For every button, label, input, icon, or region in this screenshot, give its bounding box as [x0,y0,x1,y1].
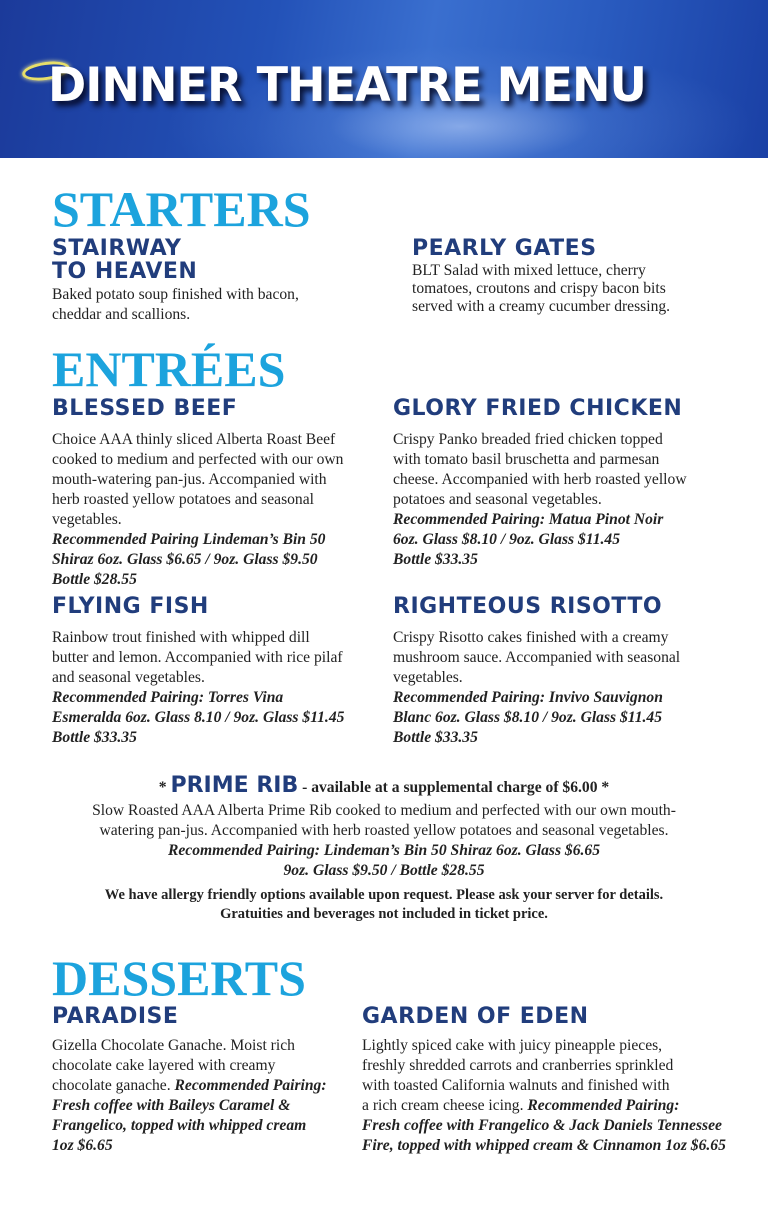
description-line: vegetables. [393,669,463,686]
description-line [362,1096,726,1116]
item-description [52,1036,327,1156]
pairing-line: Recommended Pairing: Matua Pinot Noir [393,511,664,528]
item-title-line: PARADISE [52,1004,179,1029]
description-line: Crispy Risotto cakes finished with a creamy [393,629,669,646]
pairing-line: Shiraz 6oz. Glass $6.65 / 9oz. Glass $9.50 [52,551,318,568]
section-heading-entrees: ENTRÉES [52,341,286,397]
asterisk: * [158,779,171,796]
pairing-label: Recommended Pairing: [527,1097,680,1114]
description-line: Crispy Panko breaded fried chicken topped [393,431,663,448]
description-line: chocolate cake layered with creamy [52,1057,276,1074]
description-line: Lightly spiced cake with juicy pineapple pieces, [362,1037,663,1054]
pairing-line: Recommended Pairing: Lindeman’s Bin 50 Shiraz 6oz. Glass $6.65 [167,842,601,859]
item-title [393,397,687,420]
description-line: potatoes and seasonal vegetables. [393,491,602,508]
menu-item [393,397,687,570]
item-title [52,237,299,283]
pairing-line: Bottle $33.35 [52,729,137,746]
pairing-line: 6oz. Glass $8.10 / 9oz. Glass $11.45 [393,531,621,548]
description-line: cheddar and scallions. [52,306,191,323]
item-description [52,430,343,590]
notice-line: Gratuities and beverages not included in ticket price. [220,906,548,922]
item-title [412,237,670,260]
description-line: and seasonal vegetables. [52,669,205,686]
item-title [52,595,344,618]
description-line: Slow Roasted AAA Alberta Prime Rib cooked to medium and perfected with our own mouth- [92,802,676,819]
pairing-line: Fresh coffee with Frangelico & Jack Daniels Tennessee [362,1117,722,1134]
description-line: butter and lemon. Accompanied with rice pilaf [52,649,343,666]
header-banner [0,0,768,158]
section-heading-desserts: DESSERTS [52,950,306,1006]
pairing-line: 9oz. Glass $9.50 / Bottle $28.55 [283,862,485,879]
menu-item [52,397,343,590]
item-title-line: TO HEAVEN [52,259,198,284]
item-title [362,1005,726,1028]
item-description [52,628,344,748]
description-line: with toasted California walnuts and finished with [362,1077,670,1094]
prime-rib-charge: - available at a supplemental charge of $6.00 * [298,779,610,796]
item-title-line: FLYING FISH [52,594,209,619]
description-line: Gizella Chocolate Ganache. Moist rich [52,1037,295,1054]
description-line: freshly shredded carrots and cranberries sprinkled [362,1057,674,1074]
description-line: watering pan-jus. Accompanied with herb roasted yellow potatoes and seasonal vegetables. [99,822,669,839]
pairing-line: Fire, topped with whipped cream & Cinnamon 1oz $6.65 [362,1137,726,1154]
description-line: tomatoes, croutons and crispy bacon bits [412,280,666,297]
menu-item [362,1005,726,1156]
item-description [362,1036,726,1156]
item-title-line: BLESSED BEEF [52,396,238,421]
pairing-line: Fresh coffee with Baileys Caramel & [52,1097,291,1114]
description-line: cooked to medium and perfected with our own [52,451,344,468]
item-title-line: PEARLY GATES [412,236,597,261]
pairing-label: Recommended Pairing: [174,1077,327,1094]
pairing-line: Frangelico, topped with whipped cream [52,1117,307,1134]
prime-rib-block [0,773,768,881]
prime-rib-title: PRIME RIB [170,773,299,798]
allergy-notice [0,886,768,924]
description-line: Rainbow trout finished with whipped dill [52,629,310,646]
pairing-line: Blanc 6oz. Glass $8.10 / 9oz. Glass $11.45 [393,709,663,726]
description-line: BLT Salad with mixed lettuce, cherry [412,262,646,279]
description-line: vegetables. [52,511,122,528]
menu-title: DINNER THEATRE MENU [48,58,646,113]
menu-item [393,595,680,748]
pairing-line: Recommended Pairing: Invivo Sauvignon [393,689,663,706]
menu-item [52,595,344,748]
description-line: Baked potato soup finished with bacon, [52,286,299,303]
item-description [52,285,299,325]
description-text: chocolate ganache. [52,1077,175,1094]
description-line [52,1076,327,1096]
item-title [52,1005,327,1028]
description-line: Choice AAA thinly sliced Alberta Roast Beef [52,431,336,448]
item-description [393,430,687,570]
pairing-line: Esmeralda 6oz. Glass 8.10 / 9oz. Glass $11.45 [52,709,345,726]
pairing-line: Bottle $28.55 [52,571,137,588]
item-title-line: GARDEN OF EDEN [362,1004,589,1029]
menu-item [412,237,670,316]
description-line: mushroom sauce. Accompanied with seasonal [393,649,681,666]
description-line: served with a creamy cucumber dressing. [412,298,671,315]
item-title [52,397,343,420]
description-line: mouth-watering pan-jus. Accompanied with [52,471,327,488]
section-heading-starters: STARTERS [52,181,311,237]
item-description [393,628,680,748]
pairing-line: Bottle $33.35 [393,551,478,568]
notice-line: We have allergy friendly options available upon request. Please ask your server for details. [104,887,664,903]
description-line: with tomato basil bruschetta and parmesan [393,451,660,468]
description-text: a rich cream cheese icing. [362,1097,528,1114]
item-description [412,262,670,316]
item-title-line: STAIRWAY [52,236,182,261]
pairing-line: Recommended Pairing Lindeman’s Bin 50 [52,531,326,548]
pairing-line: Recommended Pairing: Torres Vina [52,689,284,706]
menu-item [52,237,299,325]
item-title-line: RIGHTEOUS RISOTTO [393,594,663,619]
menu-item [52,1005,327,1156]
pairing-line: Bottle $33.35 [393,729,478,746]
pairing-line: 1oz $6.65 [52,1137,113,1154]
description-line: herb roasted yellow potatoes and seasonal [52,491,314,508]
item-title [393,595,680,618]
item-title-line: GLORY FRIED CHICKEN [393,396,683,421]
description-line: cheese. Accompanied with herb roasted yellow [393,471,687,488]
